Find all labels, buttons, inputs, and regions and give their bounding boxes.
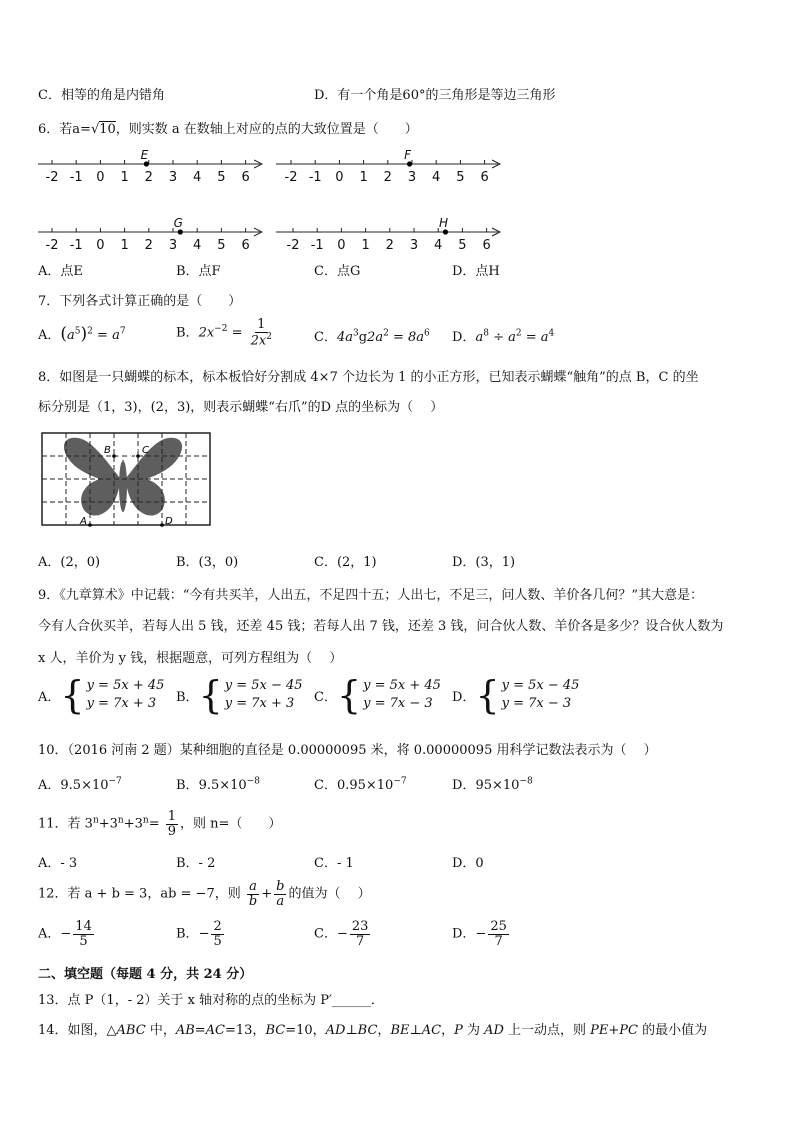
brace-icon: {: [198, 673, 223, 717]
q8-stem-line2: 标分别是（1，3)，(2，3)，则表示蝴蝶“右爪”的D 点的坐标为（ ）: [38, 400, 444, 415]
q9-c-eq2: y = 7x − 3: [363, 696, 433, 711]
tick-label: 5: [217, 170, 226, 185]
q12-a-sign: −: [60, 926, 72, 942]
point-marker: [144, 161, 149, 166]
q11-e1: n: [92, 815, 99, 826]
q12-d-sign: −: [475, 926, 487, 942]
number-line-g: [38, 216, 262, 250]
q9-b-eq1: y = 5x − 45: [224, 678, 303, 694]
q9-option-c: [314, 673, 441, 717]
q6-stem-prefix: 6．若: [38, 122, 73, 137]
q10-stem: 10．（2016 河南 2 题）某种细胞的直径是 0.00000095 米，将 0.00000095 用科学记数法表示为（ ）: [38, 743, 657, 758]
q6-stem-var: a=: [72, 122, 91, 137]
q9-a-eq2: y = 7x + 3: [86, 696, 157, 711]
tick-label: 5: [217, 238, 226, 250]
q14-t9: AD: [484, 1023, 504, 1038]
q7-option-a: A．$(a^5)^2 = a^7$: [38, 324, 126, 344]
tick-label: 0: [335, 170, 344, 185]
q14-t1: △ABC: [106, 1023, 146, 1038]
q7-option-b: [176, 318, 276, 348]
q12-d-label: D．: [452, 926, 476, 942]
q7-a-label: A．: [38, 328, 61, 343]
q7-d-div: ÷ a: [493, 330, 516, 345]
point-label: G: [173, 216, 183, 230]
q6-radicand: 10: [99, 122, 116, 137]
point-label: F: [404, 148, 412, 162]
q11-option-a: A．- 3: [38, 856, 78, 871]
tick-label: -1: [69, 170, 83, 185]
q11-num: 1: [167, 809, 177, 824]
number-line-f: [276, 148, 500, 185]
q12-stem: [38, 880, 371, 908]
q12-a-num: 14: [75, 919, 92, 934]
q9-a-eq1: y = 5x + 45: [86, 678, 165, 694]
q9-d-label: D．: [452, 689, 476, 705]
q14-t3: BC: [265, 1023, 286, 1038]
q14-t7: AC: [421, 1023, 442, 1038]
q6-stem-suffix: ，则实数 a 在数轴上对应的点的大致位置是（ ）: [115, 122, 418, 137]
q8-option-c: C．(2，1): [314, 555, 377, 570]
q12-option-b: [176, 920, 226, 948]
tick-label: 2: [383, 170, 392, 185]
q11-den: 9: [167, 823, 177, 839]
label-d: D: [165, 516, 173, 527]
q11-p1: +3: [98, 816, 118, 832]
q8-option-a: A．(2，0): [38, 555, 101, 570]
q7-c-rhs: = 8a: [392, 330, 424, 345]
q9-a-label: A．: [38, 689, 61, 705]
q10-b-mant: 9.5×10: [198, 778, 247, 793]
q10-c-mant: 0.95×10: [336, 778, 394, 793]
q12-f1-den: b: [248, 893, 258, 909]
q11-option-c: C．- 1: [314, 856, 354, 871]
q9-d-eq1: y = 5x − 45: [501, 678, 580, 694]
q12-c-den: 7: [355, 933, 365, 949]
q9-c-eq1: y = 5x + 45: [363, 678, 441, 694]
q9-c-label: C．: [314, 689, 337, 705]
tick-label: 1: [361, 238, 370, 250]
q12-option-d: [452, 920, 511, 948]
tick-label: 4: [193, 238, 202, 250]
point-marker: [407, 161, 412, 166]
q12-c-label: C．: [314, 926, 337, 942]
point-label: H: [438, 216, 448, 230]
q7-c-mid: 2a: [367, 330, 384, 345]
tick-label: 0: [96, 170, 105, 185]
sqrt-symbol: √: [90, 122, 100, 137]
q12-f2-den: a: [276, 893, 285, 909]
q11-fraction: [166, 810, 178, 838]
brace-icon: {: [475, 673, 500, 717]
q12-a-fraction: [73, 920, 94, 948]
label-a: A: [80, 516, 87, 527]
q10-a-label: A．: [38, 778, 61, 793]
q8-option-d: D．(3，1): [452, 555, 516, 570]
q9-d-eq2: y = 7x − 3: [501, 696, 572, 711]
q12-d-num: 25: [490, 919, 507, 934]
q7-c-dot: g: [358, 330, 368, 345]
q7-b-lhs-exp: −2: [214, 323, 228, 334]
q11-option-d: D．0: [452, 856, 484, 871]
tick-label: 4: [432, 170, 441, 185]
q14-t2: AB=AC: [175, 1023, 225, 1038]
tick-label: 4: [193, 170, 202, 185]
q14-m9: 上一动点，则: [503, 1023, 591, 1038]
q9-option-d: [452, 673, 580, 717]
q7-b-label: B．: [176, 325, 199, 341]
q8-stem-line1: 8．如图是一只蝴蝶的标本，标本板恰好分割成 4×7 个边长为 1 的小正方形，已知表示蝴蝶“触角”的点 B，C 的坐: [38, 370, 699, 385]
section-2-title: 二、填空题（每题 4 分，共 24 分）: [38, 967, 253, 982]
tick-label: 0: [96, 238, 105, 250]
q10-option-a: [38, 774, 122, 793]
number-line-e: [38, 148, 262, 185]
q14-m8: 为: [462, 1023, 485, 1038]
q11-e3: n: [142, 815, 149, 826]
q10-option-c: [314, 774, 407, 793]
tick-label: 3: [409, 238, 419, 250]
q10-b-label: B．: [176, 778, 199, 793]
q10-a-exp: −7: [108, 776, 122, 787]
q6-option-c: C．点G: [314, 264, 361, 279]
q7-b-fraction: [249, 318, 274, 348]
q14-m4: ⊥: [345, 1023, 358, 1038]
q9-option-a: [38, 673, 165, 717]
q10-d-exp: −8: [519, 776, 533, 787]
q7-c-exp1: 3: [352, 328, 359, 339]
q7-option-c: [314, 326, 430, 345]
q9-b-eq2: y = 7x + 3: [224, 696, 295, 711]
label-c: C: [142, 445, 149, 456]
q12-pre: 12．若 a + b = 3，ab = −7，则: [38, 886, 241, 902]
q12-d-fraction: [488, 920, 509, 948]
q10-b-exp: −8: [246, 776, 260, 787]
label-b: B: [104, 445, 111, 456]
q7-b-den-exp: 2: [266, 331, 272, 342]
q7-a-inner-exp: 5: [74, 326, 81, 337]
q10-d-label: D．: [452, 778, 476, 793]
q14-t8: P: [454, 1023, 463, 1038]
q12-b-fraction: [211, 920, 223, 948]
tick-label: -2: [45, 170, 59, 185]
q9-line1: 9．《九章算术》中记载：“今有共买羊，人出五，不足四十五；人出七，不足三，问人数、羊价各几何？”其大意是：: [38, 588, 704, 603]
q14-m3: =10，: [285, 1023, 326, 1038]
q10-option-b: [176, 774, 260, 793]
butterfly-figure: [38, 428, 214, 530]
q7-a-base: a: [67, 328, 75, 343]
q12-a-label: A．: [38, 926, 61, 942]
tick-label: 3: [168, 170, 178, 185]
q12-plus: +: [261, 886, 273, 902]
tick-label: 2: [144, 238, 153, 250]
q5-option-c: C．相等的角是内错角: [38, 88, 165, 103]
q7-b-lhs: 2x: [198, 325, 215, 341]
q12-post: 的值为（ ）: [288, 886, 371, 902]
tick-label: -2: [45, 238, 59, 250]
q14-pre: 14．如图，: [38, 1023, 107, 1038]
q14-m5: ，: [377, 1023, 391, 1038]
q14-m6: ⊥: [409, 1023, 422, 1038]
q7-c-expr: 4a: [336, 330, 353, 345]
q7-d-label: D．: [452, 330, 476, 345]
q10-a-mant: 9.5×10: [60, 778, 109, 793]
q14-stem: [38, 1019, 707, 1038]
q7-a-rhs: = a: [97, 328, 120, 343]
q11-pre: 11．若 3: [38, 816, 93, 832]
q12-f1-num: a: [249, 879, 257, 894]
q9-option-b: [176, 673, 303, 717]
q7-stem: 7．下列各式计算正确的是（ ）: [38, 294, 242, 309]
q12-a-den: 5: [79, 933, 88, 949]
tick-label: 3: [407, 170, 417, 185]
point-label: E: [140, 148, 149, 162]
q11-option-b: B．- 2: [176, 856, 216, 871]
q10-d-mant: 95×10: [475, 778, 520, 793]
q6-option-b: B．点F: [176, 264, 221, 279]
tick-label: 3: [168, 238, 178, 250]
q7-c-exp3: 6: [424, 328, 430, 339]
q12-frac-a-over-b: [247, 880, 259, 908]
q12-option-c: [314, 920, 372, 948]
q7-b-den-base: 2x: [250, 332, 267, 348]
q6-stem: [38, 118, 418, 137]
q12-b-sign: −: [198, 926, 210, 942]
q6-number-lines: [0, 140, 794, 250]
q13-stem: 13．点 P（1，- 2）关于 x 轴对称的点的坐标为 P′______．: [38, 993, 384, 1008]
point-marker: [178, 229, 183, 234]
q7-b-num: 1: [257, 317, 266, 332]
number-line-h: [276, 216, 500, 250]
q7-d-exp1: 8: [483, 328, 489, 339]
q11-e2: n: [117, 815, 124, 826]
q14-m10: 的最小值为: [638, 1023, 708, 1038]
tick-label: 1: [359, 170, 368, 185]
q12-b-label: B．: [176, 926, 199, 942]
q7-c-exp2: 2: [383, 328, 389, 339]
q7-option-d: [452, 326, 554, 345]
q10-c-label: C．: [314, 778, 337, 793]
tick-label: 6: [241, 170, 250, 185]
q9-b-label: B．: [176, 689, 199, 705]
point-marker: [443, 229, 448, 234]
q12-option-a: [38, 920, 96, 948]
q14-m2: =13，: [225, 1023, 266, 1038]
q11-eq: =: [148, 816, 160, 832]
q14-m1: 中，: [145, 1023, 176, 1038]
q14-t4: AD: [325, 1023, 346, 1038]
q7-b-eq: =: [231, 325, 243, 341]
brace-icon: {: [336, 673, 362, 717]
tick-label: 2: [144, 170, 153, 185]
q7-c-label: C．: [314, 330, 337, 345]
q7-d-exp2: 2: [515, 328, 522, 339]
q12-frac-b-over-a: [274, 880, 286, 908]
q7-a-outer-exp: 2: [87, 326, 93, 337]
tick-label: 4: [434, 238, 443, 250]
q10-c-exp: −7: [393, 776, 407, 787]
q14-m7: ，: [441, 1023, 455, 1038]
q12-c-sign: −: [336, 926, 348, 942]
q6-option-a: A．点E: [38, 264, 83, 279]
q14-t5: BC: [357, 1023, 378, 1038]
tick-label: 0: [337, 238, 346, 250]
tick-label: 1: [120, 238, 129, 250]
brace-icon: {: [60, 673, 85, 717]
tick-label: -2: [284, 170, 298, 185]
tick-label: 5: [458, 238, 467, 250]
q12-b-den: 5: [213, 933, 222, 949]
tick-label: 5: [456, 170, 465, 185]
q7-d-exp3: 4: [548, 328, 555, 339]
tick-label: 6: [480, 170, 489, 185]
tick-label: 1: [120, 170, 129, 185]
tick-label: 6: [482, 238, 491, 250]
q14-t6: BE: [390, 1023, 410, 1038]
q7-d-expr: a: [475, 330, 484, 345]
q12-c-num: 23: [351, 919, 369, 934]
q7-d-rhs: = a: [525, 330, 549, 345]
q12-c-fraction: [350, 920, 371, 948]
q8-option-b: B．(3，0): [176, 555, 239, 570]
tick-label: 6: [241, 238, 250, 250]
tick-label: 2: [385, 238, 394, 250]
tick-label: -1: [69, 238, 83, 250]
q11-post: ，则 n=（ ）: [180, 816, 282, 832]
q5-option-d: D．有一个角是60°的三角形是等边三角形: [314, 88, 556, 103]
q12-b-num: 2: [213, 919, 222, 934]
tick-label: -1: [308, 170, 322, 185]
q14-t10: PE+PC: [590, 1023, 638, 1038]
tick-label: -2: [286, 238, 300, 250]
q7-b-den: [249, 333, 274, 348]
q11-stem: [38, 810, 281, 838]
q10-option-d: [452, 774, 533, 793]
tick-label: -1: [310, 238, 324, 250]
q12-f2-num: b: [276, 879, 285, 894]
q9-line2: 今有人合伙买羊，若每人出 5 钱，还差 45 钱；若每人出 7 钱，还差 3 钱，问合伙人数、羊价各是多少？设合伙人数为: [38, 619, 724, 634]
q7-a-rhs-exp: 7: [119, 326, 126, 337]
q9-line3: x 人，羊价为 y 钱，根据题意，可列方程组为（ ）: [38, 651, 343, 666]
q12-d-den: 7: [494, 933, 503, 949]
q6-option-d: D．点H: [452, 264, 500, 279]
q11-p2: +3: [123, 816, 143, 832]
